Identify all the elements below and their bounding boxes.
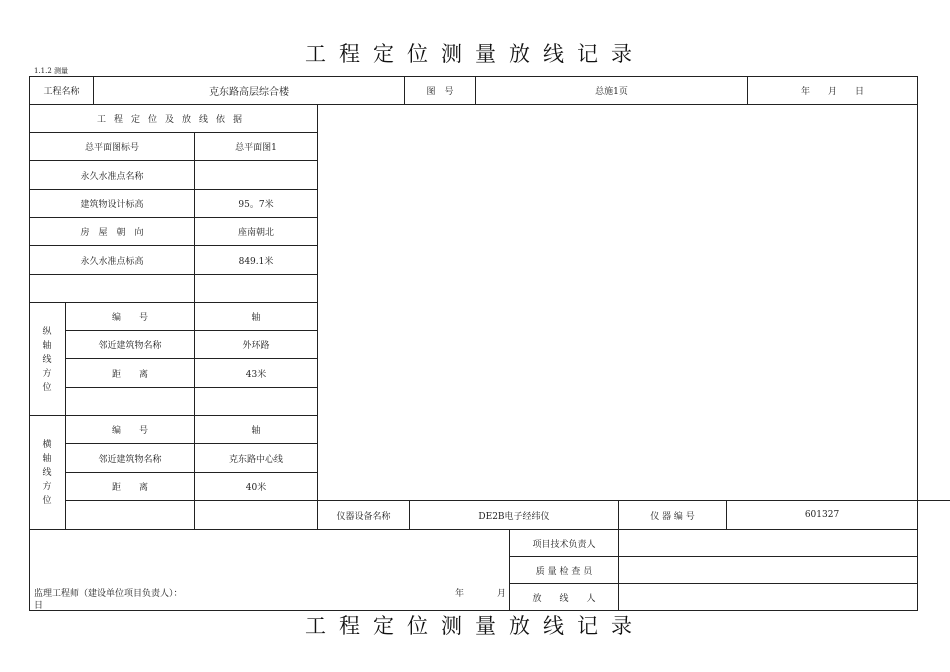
trans-value-3: 40米 xyxy=(245,483,267,493)
basis-label-4: 房 屋 朝 向 xyxy=(80,228,144,238)
basis-value-2 xyxy=(195,161,317,189)
trans-label-3: 距 离 xyxy=(111,483,148,493)
role-quality-inspector: 质 量 检 查 员 xyxy=(535,566,593,577)
basis-label-3: 建筑物设计标高 xyxy=(80,200,144,210)
basis-label-2: 永久水准点名称 xyxy=(80,171,144,182)
trans-label-2: 邻近建筑物名称 xyxy=(98,454,162,465)
long-value-3: 43米 xyxy=(245,369,267,380)
long-label-3: 距 离 xyxy=(111,369,148,380)
drawing-no-value: 总施1页 xyxy=(595,87,628,97)
drawing-no-label: 图 号 xyxy=(426,87,454,97)
role-tech-lead: 项目技术负责人 xyxy=(532,539,596,550)
basis-value-5: 849.1米 xyxy=(238,256,274,267)
role-layout-person: 放 线 人 xyxy=(532,593,596,604)
section-label: 1.1.2 测量 xyxy=(34,67,69,75)
basis-value-1: 总平面图1 xyxy=(235,143,277,153)
long-label-2: 邻近建筑物名称 xyxy=(98,341,162,351)
instrument-name-value: DE2B电子经纬仪 xyxy=(478,511,550,522)
project-name-value: 克东路高层综合楼 xyxy=(209,87,289,98)
trans-label-1: 编 号 xyxy=(111,426,148,436)
instrument-no-value: 601327 xyxy=(804,510,840,520)
date-label: 年 月 日 xyxy=(800,87,864,97)
project-name-label: 工程名称 xyxy=(43,87,80,97)
basis-value-4: 座南朝北 xyxy=(237,228,274,238)
basis-value-3: 95。7米 xyxy=(238,200,274,210)
basis-label-1: 总平面图标号 xyxy=(84,143,139,153)
long-value-2: 外环路 xyxy=(242,341,270,351)
instrument-name-label: 仪器设备名称 xyxy=(336,511,391,522)
transverse-axis-label: 横轴线方位 xyxy=(42,440,52,506)
instrument-no-label: 仪 器 编 号 xyxy=(650,511,695,522)
month-label: 月 xyxy=(497,589,507,599)
trans-value-2: 克东路中心线 xyxy=(228,454,283,465)
basis-heading: 工程定位及放线依据 xyxy=(96,115,250,125)
day-label: 日 xyxy=(34,601,44,611)
long-label-1: 编 号 xyxy=(111,313,148,323)
page-title: 工程定位测量放线记录 xyxy=(305,42,645,66)
basis-label-5: 永久水准点标高 xyxy=(80,256,144,267)
long-value-1: 轴 xyxy=(251,313,261,323)
year-label: 年 xyxy=(455,589,465,599)
longitudinal-axis-label: 纵轴线方位 xyxy=(42,327,52,393)
page-title-footer: 工程定位测量放线记录 xyxy=(305,614,645,638)
trans-value-1: 轴 xyxy=(251,426,261,436)
supervisor-label: 监理工程师（建设单位项目负责人）： xyxy=(34,589,183,599)
